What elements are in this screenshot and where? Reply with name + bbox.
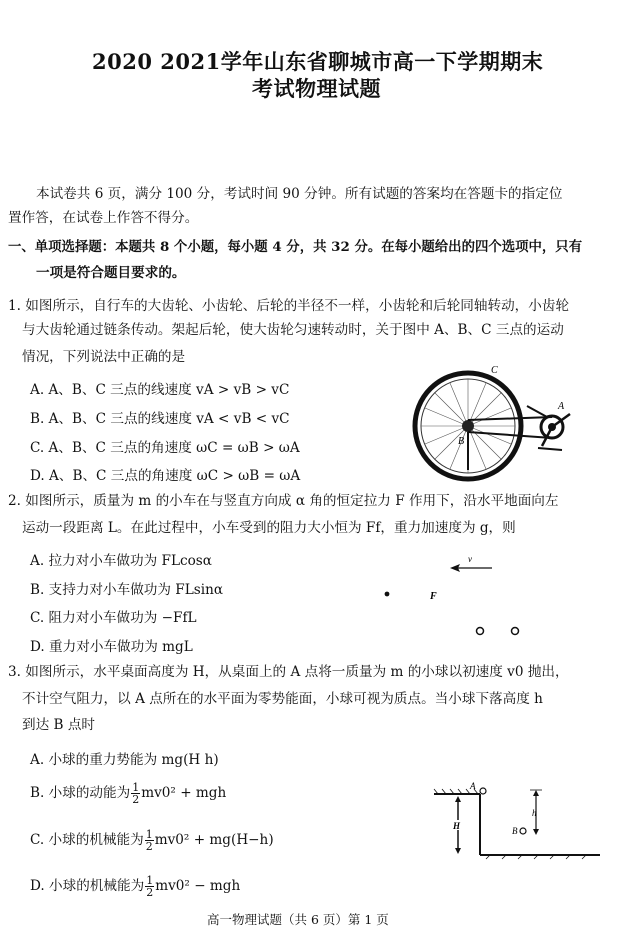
ball-b bbox=[520, 828, 526, 834]
q1-stem-line1: 1. 如图所示，自行车的大齿轮、小齿轮、后轮的半径不一样，小齿轮和后轮同轴转动，小齿轮 bbox=[8, 298, 570, 314]
label-big-h: H bbox=[453, 821, 461, 831]
cart-wheel-right bbox=[512, 628, 519, 635]
label-f: F bbox=[430, 591, 437, 602]
q2-option-b: B. 支持力对小车做功为 FLsinα bbox=[30, 582, 224, 598]
q3-option-d bbox=[30, 874, 240, 898]
bicycle-wheel-figure bbox=[412, 362, 612, 482]
q3-option-c-suffix: mv0² + mg(H−h) bbox=[154, 832, 274, 848]
chain-lower bbox=[468, 432, 552, 438]
page-title-line2: 考试物理试题 bbox=[252, 76, 381, 101]
page-footer: 高一物理试题（共 6 页）第 1 页 bbox=[207, 912, 389, 927]
q2-option-a: A. 拉力对小车做功为 FLcosα bbox=[30, 553, 212, 569]
one-half-fraction: $\frac{1}{2}$ bbox=[132, 781, 140, 806]
cart-wheel-left bbox=[477, 628, 484, 635]
q1-option-b: B. A、B、C 三点的线速度 vA < vB < vC bbox=[30, 411, 290, 427]
q3-option-a: A. 小球的重力势能为 mg(H h) bbox=[30, 752, 219, 768]
intro-line1: 本试卷共 6 页，满分 100 分，考试时间 90 分钟。所有试题的答案均在答题卡的指定位 bbox=[36, 186, 563, 202]
label-ball-b: B bbox=[512, 826, 518, 836]
q2-option-c: C. 阻力对小车做功为 −FfL bbox=[30, 610, 197, 626]
q2-stem-line1: 2. 如图所示，质量为 m 的小车在与竖直方向成 α 角的恒定拉力 F 作用下，沿水平地面向左 bbox=[8, 493, 559, 509]
label-c: C bbox=[491, 365, 498, 376]
q3-option-d-suffix: mv0² − mgh bbox=[155, 878, 241, 894]
label-ball-a: A bbox=[470, 781, 476, 791]
q2-option-d: D. 重力对小车做功为 mgL bbox=[30, 639, 193, 655]
one-half-fraction: $\frac{1}{2}$ bbox=[145, 828, 153, 853]
q1-option-a: A. A、B、C 三点的线速度 vA > vB > vC bbox=[30, 382, 290, 398]
table-ball-figure bbox=[430, 780, 605, 860]
q3-option-b-prefix: B. 小球的动能为 bbox=[30, 785, 131, 801]
label-small-h: h bbox=[532, 808, 537, 818]
q1-stem-line2: 与大齿轮通过链条传动。架起后轮，使大齿轮匀速转动时，关于图中 A、B、C 三点的运动 bbox=[22, 322, 564, 338]
q2-stem-line2: 运动一段距离 L。在此过程中，小车受到的阻力大小恒为 Ff，重力加速度为 g，则 bbox=[22, 520, 516, 536]
q3-option-c-prefix: C. 小球的机械能为 bbox=[30, 832, 144, 848]
q3-option-c bbox=[30, 828, 274, 852]
label-b: B bbox=[458, 436, 465, 447]
q3-stem-line1: 3. 如图所示，水平桌面高度为 H，从桌面上的 A 点将一质量为 m 的小球以初速度 v0 抛出， bbox=[8, 664, 569, 680]
chain-upper bbox=[468, 417, 552, 420]
one-half-fraction: $\frac{1}{2}$ bbox=[146, 874, 154, 899]
intro-line2: 置作答，在试卷上作答不得分。 bbox=[8, 210, 199, 226]
q3-stem-line2: 不计空气阻力，以 A 点所在的水平面为零势能面，小球可视为质点。当小球下落高度 h bbox=[22, 691, 543, 707]
label-a: A bbox=[558, 401, 565, 412]
section-heading-line2: 一项是符合题目要求的。 bbox=[36, 265, 186, 281]
page-title-line1: 2020 2021学年山东省聊城市高一下学期期末 bbox=[92, 49, 544, 74]
ball-a bbox=[480, 788, 486, 794]
q3-option-b bbox=[30, 781, 226, 805]
q3-option-d-prefix: D. 小球的机械能为 bbox=[30, 878, 145, 894]
q1-option-c: C. A、B、C 三点的角速度 ωC = ωB > ωA bbox=[30, 440, 300, 456]
q1-stem-line3: 情况，下列说法中正确的是 bbox=[22, 349, 186, 365]
label-v: v bbox=[468, 554, 472, 564]
section-heading-line1: 一、单项选择题：本题共 8 个小题，每小题 4 分，共 32 分。在每小题给出的四个选项中，只有 bbox=[8, 239, 583, 255]
q3-option-b-suffix: mv0² + mgh bbox=[141, 785, 227, 801]
q3-stem-line3: 到达 B 点时 bbox=[22, 717, 96, 733]
cart-figure bbox=[380, 552, 540, 642]
q1-option-d: D. A、B、C 三点的角速度 ωC > ωB = ωA bbox=[30, 468, 301, 484]
